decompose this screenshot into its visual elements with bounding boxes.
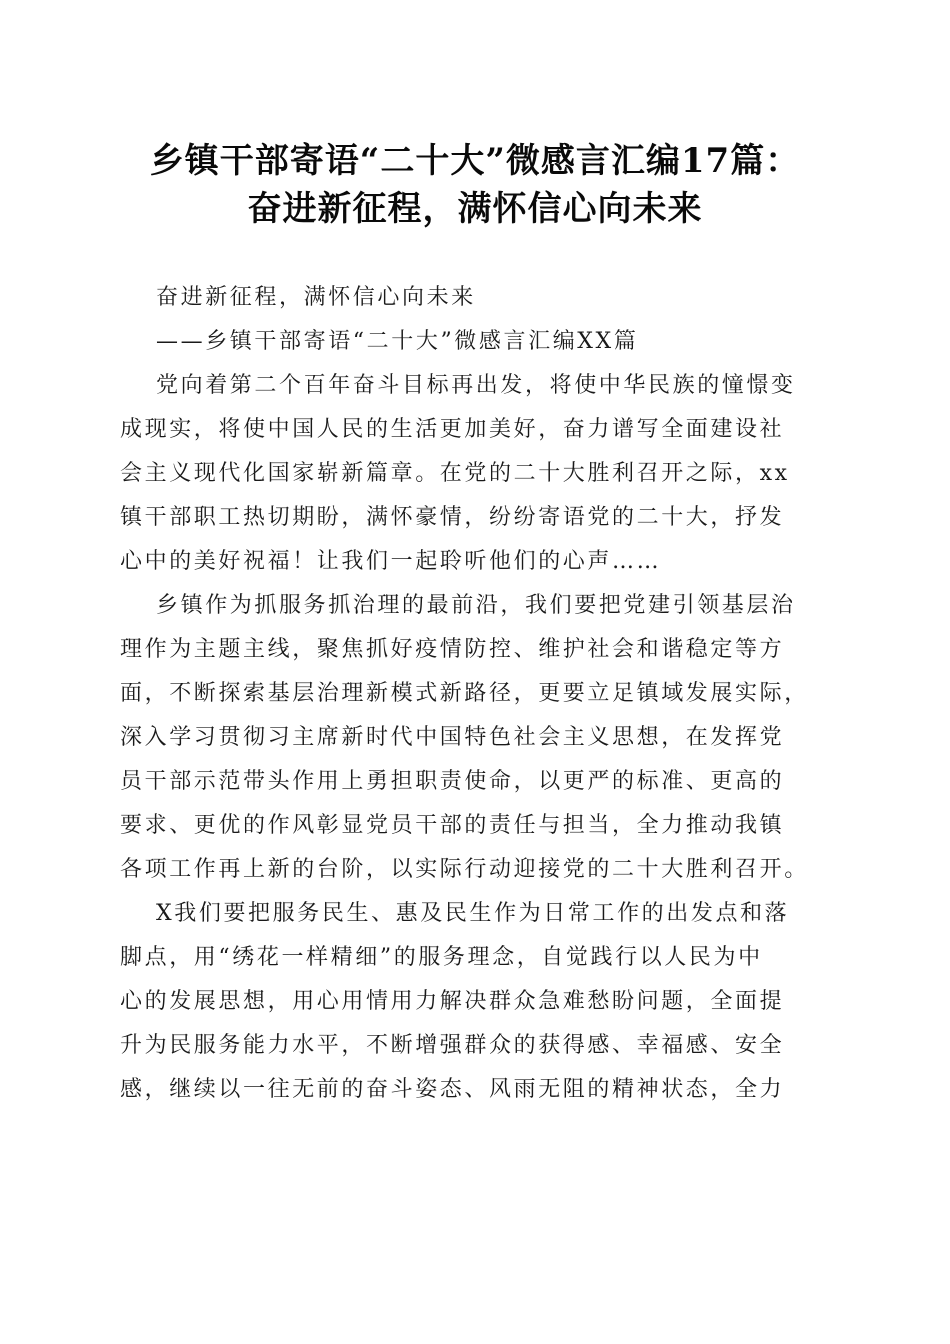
paragraph-line: 心中的美好祝福！让我们一起聆听他们的心声…… [120,549,662,574]
paragraph-line: 党向着第二个百年奋斗目标再出发，将使中华民族的憧憬变 [156,373,796,398]
paragraph-line: 感，继续以一往无前的奋斗姿态、风雨无阻的精神状态，全力 [120,1077,785,1102]
paragraph-line: 理作为主题主线，聚焦抓好疫情防控、维护社会和谐稳定等方 [120,637,785,662]
paragraph-line: 成现实，将使中国人民的生活更加美好，奋力谱写全面建设社 [120,417,785,442]
paragraph-2 [120,584,830,892]
paragraph-line: 镇干部职工热切期盼，满怀豪情，纷纷寄语党的二十大，抒发 [120,505,785,530]
subtitle-line-1: 奋进新征程，满怀信心向未来 [156,285,476,310]
paragraph-line: 深入学习贯彻习主席新时代中国特色社会主义思想，在发挥党 [120,725,785,750]
paragraph-line: 要求、更优的作风彰显党员干部的责任与担当，全力推动我镇 [120,813,785,838]
paragraph-line: 乡镇作为抓服务抓治理的最前沿，我们要把党建引领基层治 [156,593,796,618]
paragraph-1 [120,364,830,584]
paragraph-line: 会主义现代化国家崭新篇章。在党的二十大胜利召开之际，xx [120,461,790,486]
paragraph-line: 心的发展思想，用心用情用力解决群众急难愁盼问题，全面提 [120,989,785,1014]
paragraph-line: 员干部示范带头作用上勇担职责使命，以更严的标准、更高的 [120,769,785,794]
paragraph-3 [120,892,830,1112]
document-body [120,276,830,1112]
paragraph-line: 升为民服务能力水平，不断增强群众的获得感、幸福感、安全 [120,1033,785,1058]
paragraph-line: 面，不断探索基层治理新模式新路径，更要立足镇域发展实际， [120,681,809,706]
subtitle-line-2: ——乡镇干部寄语“二十大”微感言汇编XX篇 [156,329,639,354]
document-title-line-2: 奋进新征程，满怀信心向未来 [247,189,703,229]
document-title-line-1: 乡镇干部寄语“二十大”微感言汇编17篇： [149,141,801,181]
paragraph-line: X我们要把服务民生、惠及民生作为日常工作的出发点和落 [156,901,790,926]
paragraph-line: 各项工作再上新的台阶，以实际行动迎接党的二十大胜利召开。 [120,857,809,882]
paragraph-line: 脚点，用“绣花一样精细”的服务理念，自觉践行以人民为中 [120,945,763,970]
